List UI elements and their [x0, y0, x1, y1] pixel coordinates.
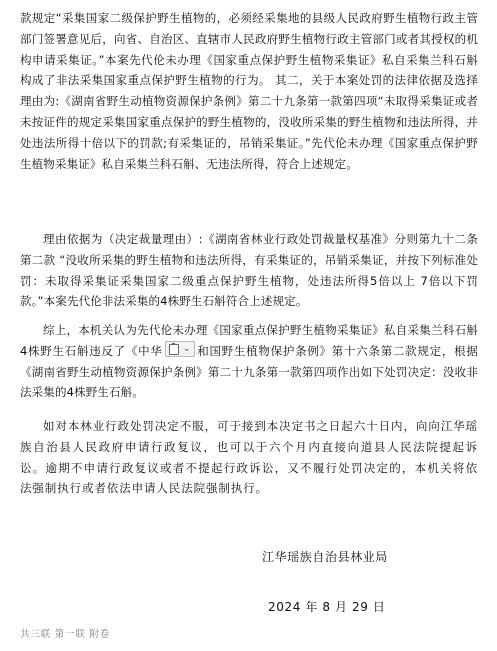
clipboard-icon [169, 344, 179, 355]
paragraph-conclusion [20, 320, 478, 403]
conclusion-text-part2: 和国野生植物保护条例》第十六条第二款规定，根据《湖南省野生动植物资源保护条例》第二十九条第一款第四项作出如下处罚决定：没收非法采集的4株野生石斛。 [20, 343, 478, 400]
paragraph-appeal-rights: 如对本林业行政处罚决定不服，可于接到本决定书之日起六十日内，向向江华瑶族自治县人民政府申请行政复议，也可以于六个月内直接向道县人民法院提起诉讼。逾期不申请行政复议或者不提起行政诉讼，又不履行处罚决定的，本机关将依法强制执行或者依法申请人民法院强制执行。 [20, 419, 478, 496]
conclusion-text-part1: 综上，本机关认为先代伦未办理《国家重点保护野生植物采集证》私自采集兰科石斛4株野生石斛违反了《中华 [20, 323, 478, 358]
signature-date: 2024 年 8 月 29 日 [268, 600, 386, 614]
paragraph-legal-basis: 款规定“采集国家二级保护野生植物的，必须经采集地的县级人民政府野生植物行政主管部门签署意见后，向省、自治区、直辖市人民政府野生植物行政主管部门或者其授权的机构申请采集证。”本案先代伦未办理《国家重点保护野生植物采集证》私自采集兰科石斛 构成了非法采集国家重点保护野生植物的行为。 其二，关于本案处罚的法律依据及选择理由为:《湖南省野生动植物资源保护条例》第二十九条第一款第四项“未取得采集证或者未按证件的规定采集国家重点保护的野生植物的，没收所采集的野生植物和违法所得，并处违法所得十倍以下的罚款;有采集证的，吊销采集证。”先代伦未办理《国家重点保护野生植物采集证》私自采集兰科石斛、无违法所得，符合上述规定。 [20, 11, 478, 171]
paragraph-discretion-reason: 理由依据为（决定裁量理由）:《湖南省林业行政处罚裁量权基准》分则第九十二条第二款 “没收所采集的野生植物和违法所得，有采集证的，吊销采集证，并按下列标准处罚：未取得采集证采集国家二级重点保护野生植物，处违法所得5倍以上 7倍以下罚款。”本案先代伦非法采集的4株野生石斛符合上述规定。 [20, 232, 478, 309]
paste-options-icon[interactable] [165, 341, 195, 357]
footer-note: 共三联 第一联 附卷 [20, 629, 111, 640]
signature-organization: 江华瑶族自治县林业局 [262, 550, 389, 564]
chevron-down-icon: ⌄ [182, 343, 191, 354]
